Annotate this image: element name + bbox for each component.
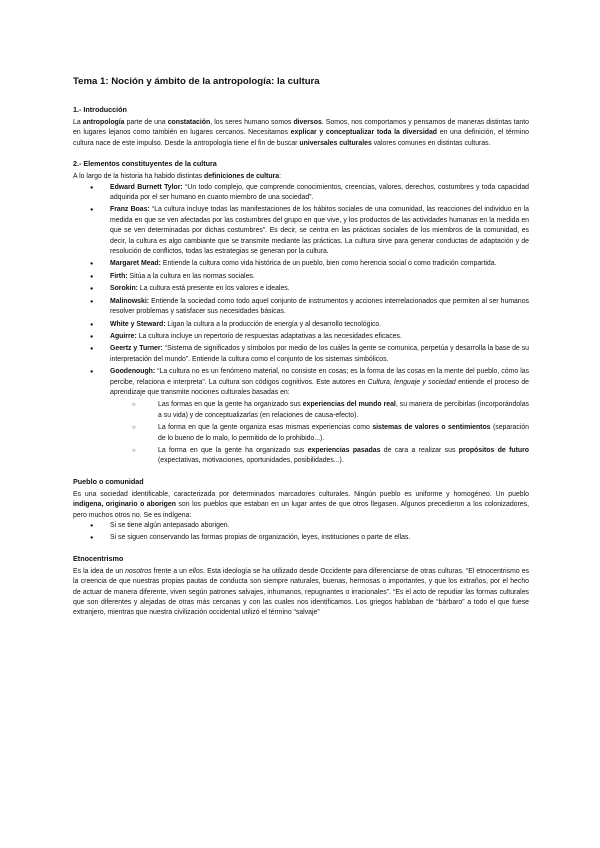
list-item: ● Si se siguen conservando las formas propias de organización, leyes, instituciones o parte de ellas.	[73, 533, 529, 543]
list-item: ● Geertz y Turner: “Sistema de significados y símbolos por medio de los cuáles la gente se comunica, perpetúa y desarrolla la base de su interpretación del mundo”. Entiende la cultura como el conjunto de los sistemas simbólicos.	[73, 344, 529, 365]
list-item: ● Si se tiene algún antepasado aborigen.	[73, 521, 529, 531]
paragraph: Es la idea de un nosotros frente a un ellos. Esta ideología se ha utilizado desde Occidente para diferenciarse de otras culturas. “El etnocentrismo es la creencia de que nuestras propias pautas de conducta son siempre naturales, buenas, hermosas o importantes, y que los extraños, por el hecho de actuar de manera diferente, viven según patrones salvajes, inhumanos, repugnantes o irracionales”. “Es el acto de repudiar las formas culturales que son diferentes y alejadas de otras más cercanas y con las cuales nos identificamos. Los griegos hablaban de “bárbaro” a todo el que fuese extranjero, mientras que nuestra civilización occidental utilizó el término “salvaje”	[73, 567, 530, 617]
list-item: ● Firth: Sitúa a la cultura en las normas sociales.	[73, 272, 529, 282]
section-heading: Etnocentrismo	[73, 553, 124, 563]
section-heading: Pueblo o comunidad	[73, 476, 144, 486]
sub-list-item: ○ La forma en que la gente organiza esas mismas experiencias como sistemas de valores o sentimientos (separación de lo bueno de lo malo, lo permitido de lo prohibido...).	[110, 423, 529, 444]
list-item: ● White y Steward: Ligan la cultura a la producción de energía y al desarrollo tecnológico.	[73, 320, 529, 330]
sub-list	[110, 400, 529, 466]
list-item: ● Aguirre: La cultura incluye un repertorio de respuestas adaptativas a las necesidades eficaces.	[73, 332, 529, 342]
indigena-list	[73, 521, 529, 544]
list-item: ● Margaret Mead: Entiende la cultura como vida histórica de un pueblo, bien como herencia social o como tradición compartida.	[73, 259, 529, 269]
list-item: ● Edward Burnett Tylor: “Un todo complejo, que comprende conocimientos, creencias, valores, derechos, costumbres y toda capacidad adquirida por el ser humano en cuanto miembro de una sociedad”.	[73, 183, 529, 204]
paragraph: Es una sociedad identificable, caracterizada por determinados marcadores culturales. Ningún pueblo es uniforme y homogéneo. Un pueblo indígena, originario o aborigen son los pueblos que estaban en un lugar antes de que otros llegasen. Algunos precedieron a los colonizadores, pero muchos otros no. Se es indígena:	[73, 490, 529, 519]
document-title: Tema 1: Noción y ámbito de la antropología: la cultura	[73, 76, 320, 87]
sub-list-item: ○ La forma en que la gente ha organizado sus experiencias pasadas de cara a realizar sus propósitos de futuro (expectativas, motivaciones, oportunidades, posibilidades...).	[110, 446, 529, 467]
section-etnocentrismo	[73, 554, 529, 619]
section-heading: 2.- Elementos constituyentes de la cultura	[73, 159, 217, 169]
definitions-list	[73, 183, 529, 467]
section-heading: 1.- Introducción	[73, 105, 127, 114]
list-item: ● Sorokin: La cultura está presente en los valores e ideales.	[73, 284, 529, 294]
list-item: ● Goodenough: “La cultura no es un fenómeno material, no consiste en cosas; es la forma de las cosas en la mente del pueblo, cómo las percibe, relaciona e interpreta”. La cultura son códigos cognitivos. Este autores en Cultura, lenguaje y sociedad entiende el proceso de aprendizaje que transmite nociones culturales basadas en: ○ Las formas en que la gente ha organizado sus experiencias del mundo real, su manera de percibirlas (incorporándolas a su vida) y de conceptualizarlas (en relaciones de causa-efecto). ○ La forma en que la gente organiza esas mismas experiencias como sistemas de valores o sentimientos (separación de lo bueno de lo malo, lo permitido de lo prohibido...). ○ La forma en que la gente ha organizado sus experiencias pasadas de cara a realizar sus propósitos de futuro (expectativas, motivaciones, oportunidades, posibilidades...).	[73, 367, 529, 467]
list-item: ● Franz Boas: “La cultura incluye todas las manifestaciones de los hábitos sociales de una comunidad, las reacciones del individuo en la medida en que se ven afectadas por las costumbres del grupo en que vive, y los productos de las actividades humanas en la medida en que se ven determinadas por dichas costumbres”. Es decir, se centra en las prácticas sociales de los miembros de la comunidad, es decir, la cultura es algo cambiante que se transmite mediante las prácticas. La cultura sirve para generar conductas de adaptación y de resolución de conflictos, todas las estrategias se generan por la cultura.	[73, 205, 529, 257]
section-pueblo	[73, 477, 529, 544]
section-introduccion	[73, 105, 529, 149]
paragraph: A lo largo de la historia ha habido distintas definiciones de cultura:	[73, 173, 281, 181]
sub-list-item: ○ Las formas en que la gente ha organizado sus experiencias del mundo real, su manera de percibirlas (incorporándolas a su vida) y de conceptualizarlas (en relaciones de causa-efecto).	[110, 400, 529, 421]
list-item: ● Malinowski: Entiende la sociedad como todo aquel conjunto de instrumentos y acciones interrelacionados que permiten al ser humanos resolver problemas y satisfacer sus necesidades básicas.	[73, 297, 529, 318]
document-page	[73, 76, 529, 629]
section-elementos	[73, 159, 529, 467]
paragraph: La antropología parte de una constatación, los seres humano somos diversos. Somos, nos comportamos y pensamos de maneras distintas tanto en lugares lejanos como también en lugares cercanos. Necesitamos explicar y conceptualizar toda la diversidad en una definición, el término cultura nace de este impulso. Desde la antropología tiene el fin de buscar universales culturales valores comunes en distintas culturas.	[73, 119, 529, 147]
